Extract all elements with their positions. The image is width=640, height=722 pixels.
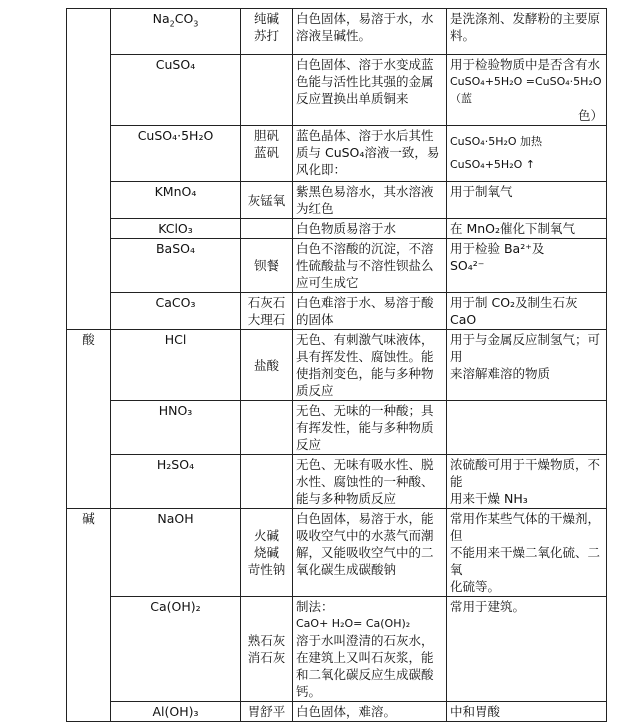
common-name: 苛性钠 bbox=[247, 562, 286, 577]
common-name: 石灰石 bbox=[247, 295, 286, 310]
use-line: 常用作某些气体的干燥剂，但 bbox=[450, 511, 601, 543]
use-line: 是洗涤剂、发酵粉的主要原 bbox=[450, 11, 601, 26]
property-line: 白色固体，难溶。 bbox=[296, 704, 397, 719]
common-name-cell bbox=[241, 455, 293, 509]
property-line: 白色固体，易溶于水，能 bbox=[296, 511, 434, 526]
table-row bbox=[67, 239, 607, 293]
common-name: 盐酸 bbox=[253, 357, 279, 373]
property-line: 制法： bbox=[296, 599, 334, 614]
property-line: 紫黑色易溶水，其水溶液 bbox=[296, 184, 434, 199]
common-name-cell bbox=[241, 509, 293, 597]
category-salt-cell bbox=[67, 9, 111, 330]
use-line: 不能用来干燥二氧化硫、二氧 bbox=[450, 545, 601, 577]
formula-cell: HCl bbox=[111, 330, 241, 401]
use-line: 用来干燥 NH₃ bbox=[450, 491, 528, 506]
property-line: 反应 bbox=[296, 437, 322, 452]
table-row bbox=[67, 126, 607, 182]
property-line: 质与 CuSO₄溶液一致，易 bbox=[296, 145, 440, 160]
use-cell bbox=[447, 126, 607, 182]
property-line: 白色固体、溶于水变成蓝 bbox=[296, 57, 434, 72]
property-cell bbox=[293, 330, 447, 401]
common-name: 大理石 bbox=[247, 312, 286, 327]
property-line: 有挥发性，能与多种物质 bbox=[296, 420, 434, 435]
common-name: 胆矾 bbox=[253, 128, 279, 143]
use-line: 料。 bbox=[450, 28, 476, 43]
property-line: 在建筑上又叫石灰浆，能 bbox=[296, 650, 434, 665]
use-cell bbox=[447, 9, 607, 55]
common-name-cell bbox=[241, 9, 293, 55]
property-line: 能与多种物质反应 bbox=[296, 491, 397, 506]
property-line: 无色、无味有吸水性、脱 bbox=[296, 457, 434, 472]
property-line: CaO+ H₂O= Ca(OH)₂ bbox=[296, 617, 411, 630]
property-line: 水性、腐蚀性的一种酸、 bbox=[296, 474, 434, 489]
common-name-cell bbox=[241, 182, 293, 219]
formula-part: 3 bbox=[193, 19, 199, 29]
common-name-cell bbox=[241, 401, 293, 455]
use-cell bbox=[447, 55, 607, 126]
use-cell bbox=[447, 219, 607, 239]
property-cell bbox=[293, 219, 447, 239]
property-line: 溶于水叫澄清的石灰水， bbox=[296, 633, 434, 648]
use-line: CuSO₄+5H₂O =CuSO₄·5H₂O（蓝 bbox=[450, 75, 602, 105]
property-line: 白色物质易溶于水 bbox=[296, 221, 397, 236]
common-name: 苏打 bbox=[253, 28, 279, 43]
use-line: 来溶解难溶的物质 bbox=[450, 366, 551, 381]
use-line: CuSO₄+5H₂O ↑ bbox=[450, 158, 535, 171]
table-row bbox=[67, 401, 607, 455]
use-cell bbox=[447, 401, 607, 455]
formula-cell: BaSO₄ bbox=[111, 239, 241, 293]
common-name-cell bbox=[241, 55, 293, 126]
property-cell bbox=[293, 597, 447, 702]
category-acid-cell: 酸 bbox=[67, 330, 111, 509]
formula-cell: CaCO₃ bbox=[111, 293, 241, 330]
use-line: CuSO₄·5H₂O 加热 bbox=[450, 135, 543, 148]
use-cell bbox=[447, 455, 607, 509]
property-line: 性硫酸盐与不溶性钡盐么 bbox=[296, 258, 434, 273]
use-line: SO₄²⁻ bbox=[450, 258, 485, 273]
property-line: 反应置换出单质铜来 bbox=[296, 91, 409, 106]
property-cell bbox=[293, 126, 447, 182]
use-cell bbox=[447, 597, 607, 702]
common-name-cell bbox=[241, 219, 293, 239]
formula-cell: HNO₃ bbox=[111, 401, 241, 455]
use-line: 用于与金属反应制氢气；可用 bbox=[450, 332, 601, 364]
property-line: 应可生成它 bbox=[296, 275, 359, 290]
common-name: 火碱 bbox=[253, 528, 279, 543]
property-line: 色能与活性比其强的金属 bbox=[296, 74, 434, 89]
formula-cell: Ca(OH)₂ bbox=[111, 597, 241, 702]
property-line: 白色不溶酸的沉淀，不溶 bbox=[296, 241, 434, 256]
common-name-cell bbox=[241, 293, 293, 330]
common-name: 消石灰 bbox=[247, 650, 286, 665]
common-name: 蓝矾 bbox=[253, 145, 279, 160]
property-cell bbox=[293, 55, 447, 126]
property-line: 蓝色晶体、溶于水后其性 bbox=[296, 128, 434, 143]
use-cell bbox=[447, 182, 607, 219]
use-line: 用于检验 Ba²⁺及 bbox=[450, 241, 545, 256]
property-line: 白色固体，易溶于水，水 bbox=[296, 11, 434, 26]
property-cell bbox=[293, 239, 447, 293]
formula-cell: Al(OH)₃ bbox=[111, 702, 241, 722]
common-name: 熟石灰 bbox=[247, 633, 286, 648]
chemistry-table bbox=[66, 8, 607, 722]
property-cell bbox=[293, 401, 447, 455]
common-name-cell bbox=[241, 597, 293, 702]
table-row bbox=[67, 455, 607, 509]
table-row bbox=[67, 293, 607, 330]
formula-cell: CuSO₄ bbox=[111, 55, 241, 126]
property-line: 风化即： bbox=[296, 162, 347, 177]
use-line: 用于制 CO₂及制生石灰 CaO bbox=[450, 295, 578, 327]
table-row bbox=[67, 702, 607, 722]
common-name: 烧碱 bbox=[253, 545, 279, 560]
formula-cell: KMnO₄ bbox=[111, 182, 241, 219]
property-line: 为红色 bbox=[296, 201, 334, 216]
common-name: 胃舒平 bbox=[247, 704, 286, 719]
formula-cell: CuSO₄·5H₂O bbox=[111, 126, 241, 182]
formula-cell: NaOH bbox=[111, 509, 241, 597]
formula-part: 2 bbox=[169, 19, 175, 29]
property-line: 钙。 bbox=[296, 684, 322, 699]
property-line: 使指剂变色，能与多种物 bbox=[296, 366, 434, 381]
use-line: 色） bbox=[577, 108, 603, 123]
use-cell bbox=[447, 239, 607, 293]
common-name-cell bbox=[241, 126, 293, 182]
property-line: 无色、无味的一种酸；具 bbox=[296, 403, 434, 418]
table-row bbox=[67, 509, 607, 597]
property-line: 具有挥发性、腐蚀性。能 bbox=[296, 349, 434, 364]
property-line: 质反应 bbox=[296, 383, 334, 398]
property-line: 无色、有刺激气味液体， bbox=[296, 332, 434, 347]
use-cell bbox=[447, 293, 607, 330]
property-cell bbox=[293, 182, 447, 219]
property-cell bbox=[293, 455, 447, 509]
use-line: 中和胃酸 bbox=[450, 704, 501, 719]
property-line: 溶液呈碱性。 bbox=[296, 28, 372, 43]
property-line: 和二氧化碳反应生成碳酸 bbox=[296, 667, 434, 682]
formula-cell bbox=[111, 9, 241, 55]
table-row bbox=[67, 182, 607, 219]
property-line: 氧化碳生成碳酸钠 bbox=[296, 562, 397, 577]
table-row bbox=[67, 330, 607, 401]
property-cell bbox=[293, 293, 447, 330]
common-name: 钡餐 bbox=[253, 258, 279, 273]
formula-part: CO bbox=[174, 11, 194, 26]
use-cell bbox=[447, 330, 607, 401]
use-line: 用于检验物质中是否含有水 bbox=[450, 57, 601, 72]
property-line: 吸收空气中的水蒸气而潮 bbox=[296, 528, 434, 543]
property-cell bbox=[293, 509, 447, 597]
use-cell bbox=[447, 509, 607, 597]
table-row bbox=[67, 55, 607, 126]
use-line: 化硫等。 bbox=[450, 579, 501, 594]
formula-cell: KClO₃ bbox=[111, 219, 241, 239]
property-cell bbox=[293, 702, 447, 722]
use-line: 在 MnO₂催化下制氧气 bbox=[450, 221, 576, 236]
table-row bbox=[67, 219, 607, 239]
use-cell bbox=[447, 702, 607, 722]
common-name-cell bbox=[241, 702, 293, 722]
table-row bbox=[67, 9, 607, 55]
category-base-cell: 碱 bbox=[67, 509, 111, 722]
common-name: 灰锰氧 bbox=[247, 192, 286, 208]
table-row bbox=[67, 597, 607, 702]
property-line: 的固体 bbox=[296, 312, 334, 327]
common-name: 纯碱 bbox=[253, 11, 279, 26]
common-name-cell bbox=[241, 330, 293, 401]
property-line: 白色难溶于水、易溶于酸 bbox=[296, 295, 434, 310]
use-line: 浓硫酸可用于干燥物质，不能 bbox=[450, 457, 601, 489]
property-cell bbox=[293, 9, 447, 55]
property-line: 解，又能吸收空气中的二 bbox=[296, 545, 434, 560]
formula-cell: H₂SO₄ bbox=[111, 455, 241, 509]
formula-part: Na bbox=[152, 11, 170, 26]
use-line: 常用于建筑。 bbox=[450, 599, 526, 614]
common-name-cell bbox=[241, 239, 293, 293]
use-line: 用于制氧气 bbox=[450, 184, 513, 199]
